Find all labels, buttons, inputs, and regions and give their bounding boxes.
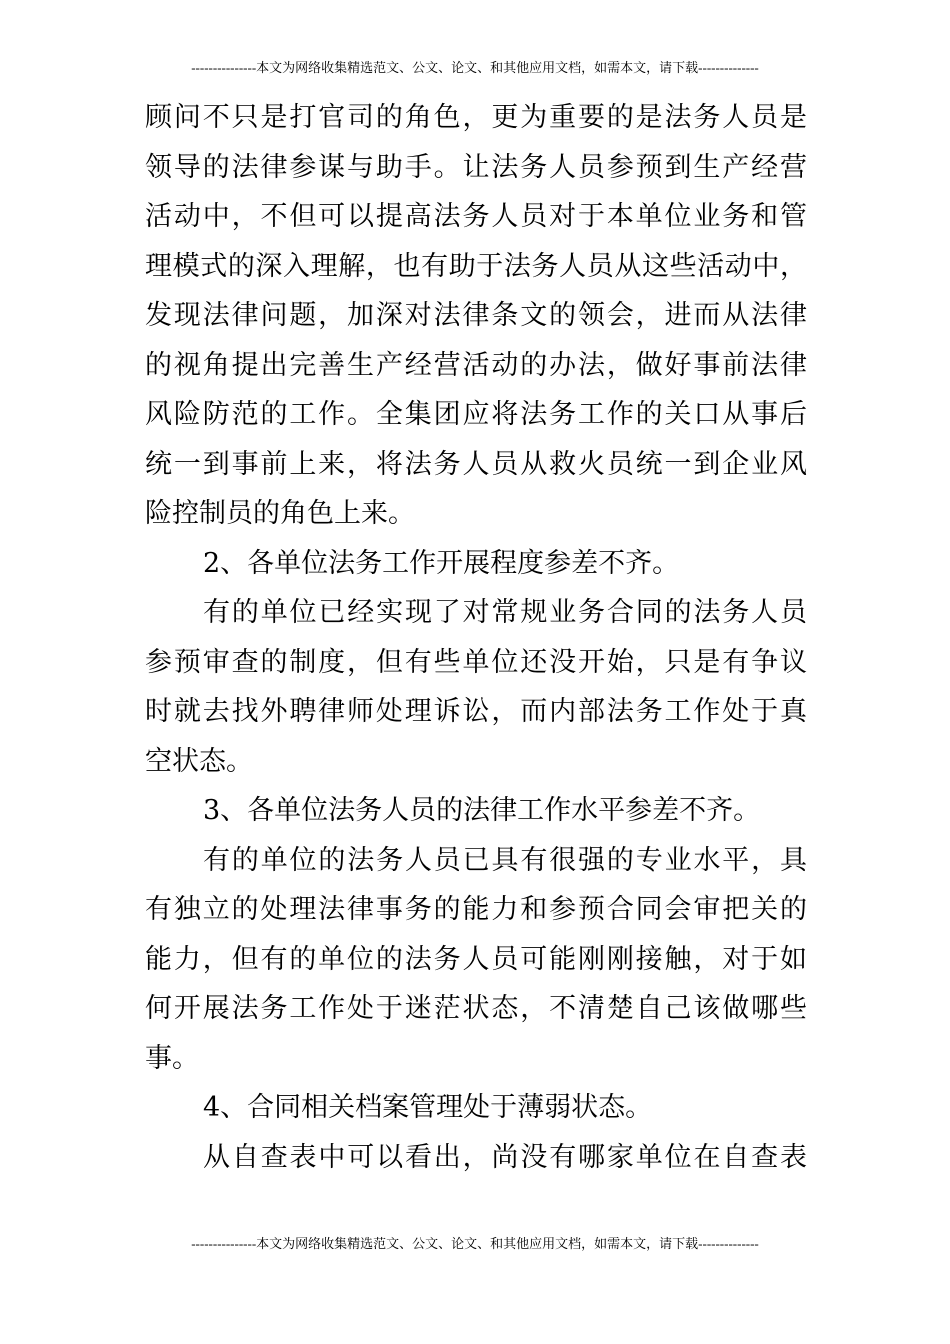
text-line: 险控制员的角色上来。: [145, 498, 415, 529]
text-line: 参预审查的制度，但有些单位还没开始，只是有争议: [145, 646, 807, 678]
section-heading: 4、合同相关档案管理处于薄弱状态。: [203, 1092, 653, 1123]
text-line: 有的单位已经实现了对常规业务合同的法务人员: [203, 597, 807, 628]
header-banner: ---------------本文为网络收集精选范文、公文、论文、和其他应用文档，如需本文，请下载--------------: [191, 60, 759, 75]
text-line: 事。: [145, 1042, 199, 1074]
text-line: 有独立的处理法律事务的能力和参预合同会审把关的: [145, 894, 807, 925]
text-line: 领导的法律参谋与助手。让法务人员参预到生产经营: [145, 151, 807, 183]
text-line: 活动中，不但可以提高法务人员对于本单位业务和管: [145, 201, 807, 232]
text-line: 空状态。: [145, 745, 253, 777]
footer-banner: ---------------本文为网络收集精选范文、公文、论文、和其他应用文档，如需本文，请下载--------------: [191, 1236, 759, 1251]
text-line: 有的单位的法务人员已具有很强的专业水平，具: [203, 844, 807, 876]
text-line: 从自查表中可以看出，尚没有哪家单位在自查表: [203, 1141, 807, 1173]
text-line: 风险防范的工作。全集团应将法务工作的关口从事后: [145, 399, 807, 430]
text-line: 理模式的深入理解，也有助于法务人员从这些活动中，: [145, 250, 807, 282]
text-line: 顾问不只是打官司的角色，更为重要的是法务人员是: [145, 102, 807, 133]
document-body: [145, 93, 807, 1182]
section-heading: 2、各单位法务工作开展程度参差不齐。: [203, 547, 680, 579]
text-line: 发现法律问题，加深对法律条文的领会，进而从法律: [145, 300, 807, 331]
text-line: 能力，但有的单位的法务人员可能刚刚接触，对于如: [145, 943, 807, 975]
text-line: 的视角提出完善生产经营活动的办法，做好事前法律: [145, 349, 807, 381]
text-line: 何开展法务工作处于迷茫状态，不清楚自己该做哪些: [145, 993, 807, 1024]
text-line: 时就去找外聘律师处理诉讼，而内部法务工作处于真: [145, 696, 807, 727]
text-line: 统一到事前上来，将法务人员从救火员统一到企业风: [145, 448, 807, 480]
section-heading: 3、各单位法务人员的法律工作水平参差不齐。: [203, 795, 761, 826]
